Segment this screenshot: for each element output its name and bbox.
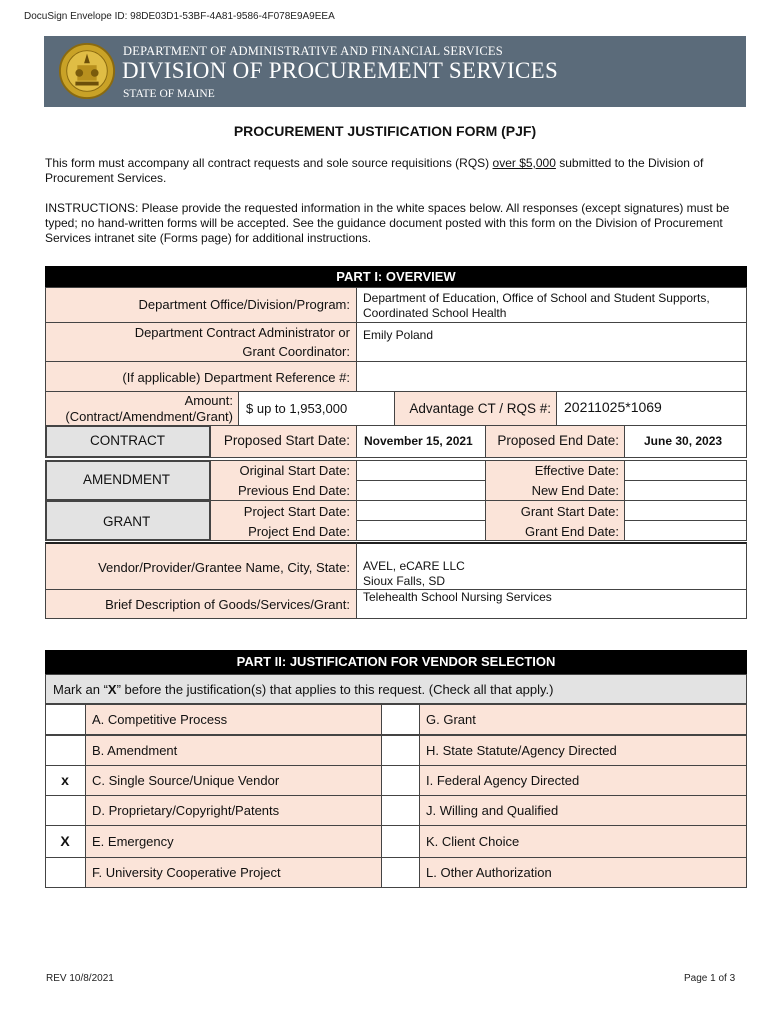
dept-value-line1: Department of Education, Office of School and Student Supports, [363,291,710,305]
amount-value: $ up to 1,953,000 [246,401,348,416]
justification-label-right: G. Grant [426,711,476,727]
checkbox-cell-left[interactable] [45,704,86,735]
proj-end-label: Project End Date: [248,524,350,539]
checkbox-cell-left[interactable] [45,857,86,888]
checkbox-cell-left[interactable] [45,795,86,826]
prop-start-label: Proposed Start Date: [223,433,350,448]
grant-end-value-cell[interactable] [624,520,747,541]
banner-division: DIVISION OF PROCUREMENT SERVICES [122,58,559,83]
admin-label-line2: Grant Coordinator: [242,344,350,359]
page-number: Page 1 of 3 [684,973,736,984]
orig-start-value-cell[interactable] [356,460,486,481]
form-title: PROCUREMENT JUSTIFICATION FORM (PJF) [233,123,537,139]
adv-value: 20211025*1069 [564,399,662,415]
vendor-value-line2: Sioux Falls, SD [363,574,446,588]
proj-start-label: Project Start Date: [243,504,350,519]
justification-label-left: B. Amendment [92,742,178,758]
check-mark-left: X [60,832,70,849]
amount-label-line2: (Contract/Amendment/Grant) [65,409,233,424]
desc-value: Telehealth School Nursing Services [363,590,552,604]
part2-header: PART II: JUSTIFICATION FOR VENDOR SELECTION [45,650,747,674]
prop-end-value: June 30, 2023 [644,434,723,448]
revision-date: REV 10/8/2021 [46,973,114,984]
vendor-label: Vendor/Provider/Grantee Name, City, State: [98,560,350,575]
effective-label: Effective Date: [534,463,619,478]
prop-end-label: Proposed End Date: [497,433,619,448]
checkbox-cell-right[interactable] [381,735,420,766]
grant-start-value-cell[interactable] [624,500,747,521]
banner-department: DEPARTMENT OF ADMINISTRATIVE AND FINANCIAL SERVICES [123,44,503,58]
justification-label-right: K. Client Choice [426,833,520,849]
new-end-label: New End Date: [531,483,619,498]
ref-label: (If applicable) Department Reference #: [122,370,350,385]
banner-state: STATE OF MAINE [123,88,215,100]
justification-label-left: F. University Cooperative Project [92,864,281,880]
justification-label-left: A. Competitive Process [92,711,228,727]
grant-end-label: Grant End Date: [525,524,619,539]
checkbox-cell-left[interactable] [45,735,86,766]
part1-header: PART I: OVERVIEW [45,266,747,287]
adv-label: Advantage CT / RQS #: [409,401,551,416]
proj-start-value-cell[interactable] [356,500,486,521]
new-end-value-cell[interactable] [624,480,747,501]
dept-label: Department Office/Division/Program: [138,297,350,312]
justification-label-left: C. Single Source/Unique Vendor [92,772,280,788]
envelope-id: DocuSign Envelope ID: 98DE03D1-53BF-4A81-9586-4F078E9A9EEA [24,11,335,22]
proj-end-value-cell[interactable] [356,520,486,541]
amendment-label: AMENDMENT [83,472,170,487]
justification-label-right: H. State Statute/Agency Directed [426,742,617,758]
orig-start-label: Original Start Date: [239,463,350,478]
grant-label: GRANT [103,514,151,529]
justification-label-left: E. Emergency [92,833,174,849]
prev-end-value-cell[interactable] [356,480,486,501]
checkbox-cell-right[interactable] [381,765,420,796]
grant-start-label: Grant Start Date: [520,504,619,519]
contract-label: CONTRACT [90,433,165,448]
justification-label-left: D. Proprietary/Copyright/Patents [92,802,280,818]
instructions-paragraph: INSTRUCTIONS: Please provide the requested information in the white spaces below. All responses (except signatures) must be typed; no hand-written forms will be accepted. See the guidance document posted with this form on the Division of Procurement Services intranet site (Forms page) for additional instructions. [45,201,730,245]
justification-label-right: I. Federal Agency Directed [426,772,580,788]
effective-value-cell[interactable] [624,460,747,481]
admin-label-line1: Department Contract Administrator or [134,325,350,340]
justification-label-right: L. Other Authorization [426,864,552,880]
vendor-value-line1: AVEL, eCARE LLC [363,559,465,573]
checkbox-cell-right[interactable] [381,857,420,888]
state-seal-icon [58,42,116,100]
checkbox-cell-right[interactable] [381,795,420,826]
part2-instruction: Mark an “X” before the justification(s) that applies to this request. (Check all that apply.) [53,682,554,697]
prop-start-value: November 15, 2021 [364,434,473,448]
justification-label-right: J. Willing and Qualified [426,802,559,818]
ref-value-cell[interactable] [356,361,747,392]
desc-label: Brief Description of Goods/Services/Grant: [105,597,350,612]
dept-value-line2: Coordinated School Health [363,306,507,320]
check-mark-left: x [61,771,69,788]
amount-label-line1: Amount: [184,393,233,408]
checkbox-cell-right[interactable] [381,704,420,735]
admin-value: Emily Poland [363,328,434,342]
checkbox-cell-right[interactable] [381,825,420,858]
intro-paragraph: This form must accompany all contract requests and sole source requisitions (RQS) over $5,000 submitted to the Division of Procurement Services. [45,156,704,185]
prev-end-label: Previous End Date: [237,483,350,498]
